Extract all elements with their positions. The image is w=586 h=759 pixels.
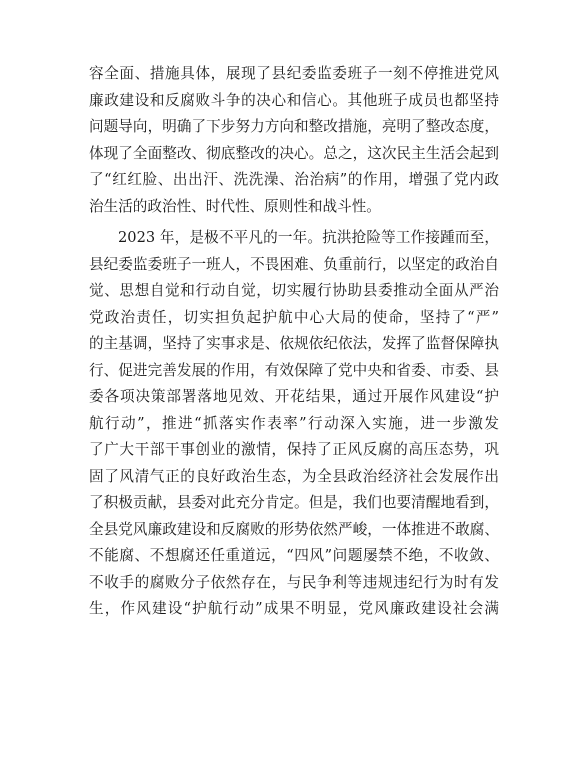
paragraph-2-line: 不收手的腐败分子依然存在，与民争利等违规违纪行为时有发: [89, 573, 499, 591]
paragraph-2-line: 不能腐、不想腐还任重道远，“四风”问题屡禁不绝，不收敛、: [89, 547, 499, 564]
paragraph-2-line: 行、促进完善发展的作用，有效保障了党中央和省委、市委、县: [89, 361, 499, 379]
paragraph-2-line: 全县党风廉政建设和反腐败的形势依然严峻，一体推进不敢腐、: [89, 520, 499, 538]
paragraph-1-line: 体现了全面整改、彻底整改的决心。总之，这次民主生活会起到: [89, 144, 499, 162]
paragraph-2-line: 县纪委监委班子一班人，不畏困难、负重前行，以坚定的政治自: [89, 255, 499, 273]
paragraph-1-line: 治生活的政治性、时代性、原则性和战斗性。: [89, 197, 381, 215]
paragraph-1-line: 容全面、措施具体，展现了县纪委监委班子一刻不停推进党风: [89, 65, 499, 82]
paragraph-1-line: 了“红红脸、出出汗、洗洗澡、治治病”的作用，增强了党内政: [89, 171, 499, 188]
paragraph-2-line: 了广大干部干事创业的激情，保持了正风反腐的高压态势，巩: [89, 441, 499, 458]
paragraph-2-line: 2023 年，是极不平凡的一年。抗洪抢险等工作接踵而至，: [118, 229, 499, 246]
paragraph-2-line: 了积极贡献，县委对此充分肯定。但是，我们也要清醒地看到，: [89, 494, 499, 511]
paragraph-2-line: 觉、思想自觉和行动自觉，切实履行协助县委推动全面从严治: [89, 282, 499, 299]
paragraph-2-line: 委各项决策部署落地见效、开花结果，通过开展作风建设“护: [89, 388, 499, 405]
paragraph-2: [89, 225, 499, 623]
paragraph-2-line: 航行动”，推进“抓落实作表率”行动深入实施，进一步激发: [89, 414, 499, 432]
paragraph-1-line: 问题导向，明确了下步努力方向和整改措施，亮明了整改态度，: [89, 118, 499, 135]
paragraph-2-line: 的主基调，坚持了实事求是、依规依纪依法，发挥了监督保障执: [89, 335, 499, 352]
paragraph-2-line: 固了风清气正的良好政治生态，为全县政治经济社会发展作出: [89, 467, 499, 485]
paragraph-2-line: 党政治责任，切实担负起护航中心大局的使命，坚持了“严”: [89, 308, 499, 326]
paragraph-1: [89, 61, 499, 220]
paragraph-1-line: 廉政建设和反腐败斗争的决心和信心。其他班子成员也都坚持: [89, 91, 499, 109]
paragraph-2-line: 生，作风建设“护航行动”成果不明显，党风廉政建设社会满: [89, 600, 499, 617]
